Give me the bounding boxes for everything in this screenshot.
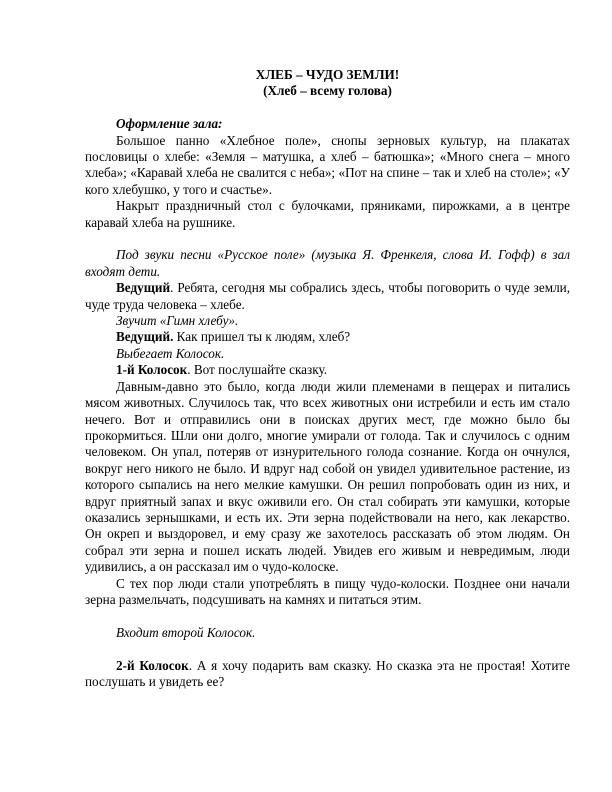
story-paragraph-1: Давным-давно это было, когда люди жили племенами в пещерах и питались мясом животных. Случилось так, что всех животных они истребили и есть им стало нечего. Вот и отправились они в поисках других мест, где можно было бы прокормиться. Шли они долго, многие умирали от голода. Так и случилось с одним человеком. Он упал, потеряв от изнурительного голода сознание. Когда он очнулся, вокруг него никого не было. И вдруг над собой он увидел удивительное растение, из которого сыпались на него мелкие камушки. Он решил попробовать один из них, и вдруг приятный запах и вкус оживили его. Он стал собирать эти камушки, которые оказались зернышками, и есть их. Эти зерна подействовали на него, как лекарство. Он окреп и выздоровел, и ему сразу же захотелось рассказать об этом людям. Он собрал эти зерна и пошел искать людей. Увидев его живым и невредимым, люди удивились, а он рассказал им о чудо-колоске.: [85, 378, 570, 575]
host-line-2: [85, 329, 570, 345]
stage-direction-2: Звучит «Гимн хлебу».: [116, 313, 239, 329]
hall-paragraph-1: Большое панно «Хлебное поле», снопы зерновых культур, на плакатах пословицы о хлебе: «Земля – матушка, а хлеб – батюшка»; «Много снега – много хлеба»; «Каравай хлеба не свалится с неба»; «Пот на спине – так и хлеб на столе»; «У кого хлебушко, у того и счастье».: [85, 132, 570, 197]
page-title: ХЛЕБ – ЧУДО ЗЕМЛИ!: [255, 67, 400, 82]
ear1-line-text: . Вот послушайте сказку.: [187, 362, 328, 378]
stage-direction-1: Под звуки песни «Русское поле» (музыка Я. Френкеля, слова И. Гофф) в зал входят дети.: [85, 247, 570, 279]
host-line-1-text: . Ребята, сегодня мы собрались здесь, чтобы поговорить о чуде земли, чуде труда человека – хлебе.: [85, 280, 570, 312]
ear2-line-text: . А я хочу подарить вам сказку. Но сказка эта не простая! Хотите послушать и увидеть ее?: [85, 657, 570, 689]
ear1-line: [85, 362, 570, 378]
speaker-host: Ведущий.: [116, 329, 174, 345]
page-subtitle: (Хлеб – всему голова): [263, 83, 392, 99]
hall-paragraph-2: Накрыт праздничный стол с булочками, пряниками, пирожками, а в центре каравай хлеба на рушнике.: [85, 198, 570, 230]
host-line-2-text: Как пришел ты к людям, хлеб?: [173, 329, 351, 345]
story-paragraph-2: С тех пор люди стали употреблять в пищу чудо-колоски. Позднее они начали зерна размельчать, подсушивать на камнях и питаться этим.: [85, 575, 570, 607]
stage-direction-3: Выбегает Колосок.: [116, 345, 225, 361]
host-line-1: [85, 280, 570, 313]
ear2-line: [85, 658, 570, 691]
speaker-ear-1: 1-й Колосок: [116, 362, 188, 378]
hall-heading: Оформление зала:: [116, 116, 223, 132]
stage-direction-4: Входит второй Колосок.: [116, 624, 256, 640]
speaker-host: Ведущий: [116, 280, 171, 296]
document-body: [85, 67, 570, 690]
speaker-ear-2: 2-й Колосок: [116, 657, 189, 673]
